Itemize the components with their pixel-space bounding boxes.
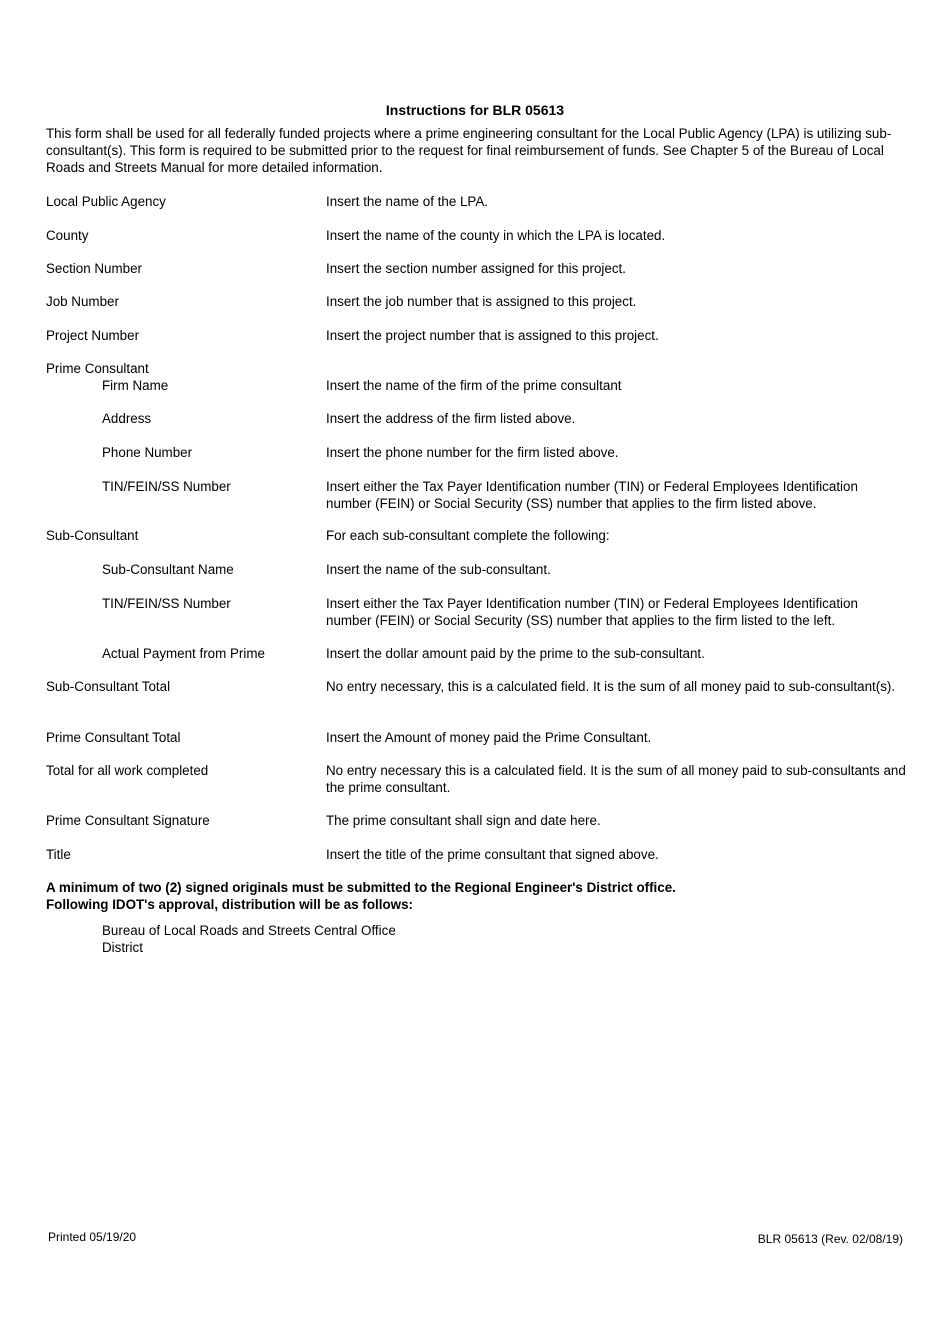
section-label-prime-consultant: Prime Consultant [46, 361, 149, 376]
notice-line: A minimum of two (2) signed originals must be submitted to the Regional Engineer's District office. [46, 880, 676, 895]
field-label: TIN/FEIN/SS Number [102, 596, 231, 611]
printed-date: Printed 05/19/20 [48, 1230, 137, 1244]
field-description: No entry necessary, this is a calculated field. It is the sum of all money paid to sub-consultant(s). [326, 679, 896, 694]
field-label: Project Number [46, 328, 140, 343]
notice-line: Following IDOT's approval, distribution will be as follows: [46, 897, 413, 912]
field-label: Actual Payment from Prime [102, 646, 265, 661]
field-description: Insert the name of the county in which the LPA is located. [326, 228, 666, 243]
field-description: Insert the project number that is assigned to this project. [326, 328, 659, 343]
field-description: No entry necessary this is a calculated field. It is the sum of all money paid to sub-consultants and the prime consultant. [326, 763, 906, 795]
page-title: Instructions for BLR 05613 [385, 102, 565, 118]
field-description: Insert the address of the firm listed above. [326, 411, 576, 426]
field-label: Title [46, 847, 71, 862]
intro-paragraph: This form shall be used for all federally funded projects where a prime engineering consultant for the Local Public Agency (LPA) is utilizing sub-consultant(s). This form is required to be submitted prior to the request for final reimbursement of funds. See Chapter 5 of the Bureau of Local Roads and Streets Manual for more detailed information. [46, 126, 892, 175]
field-label: Prime Consultant Signature [46, 813, 210, 828]
field-label: Firm Name [102, 378, 169, 393]
form-id: BLR 05613 (Rev. 02/08/19) [757, 1232, 903, 1246]
field-description: Insert the dollar amount paid by the prime to the sub-consultant. [326, 646, 705, 661]
distribution-item: Bureau of Local Roads and Streets Central Office [102, 923, 396, 938]
field-label: Sub-Consultant Name [102, 562, 234, 577]
field-label: Total for all work completed [46, 763, 209, 778]
field-label: Prime Consultant Total [46, 730, 181, 745]
field-label: Section Number [46, 261, 143, 276]
field-label: Address [102, 411, 152, 426]
field-label: Job Number [46, 294, 119, 309]
field-label: Local Public Agency [46, 194, 166, 209]
field-description: Insert the name of the LPA. [326, 194, 489, 209]
section-label-sub-consultant: Sub-Consultant [46, 528, 139, 543]
field-description: Insert the name of the sub-consultant. [326, 562, 551, 577]
field-description: The prime consultant shall sign and date here. [326, 813, 601, 828]
field-label: Sub-Consultant Total [46, 679, 171, 694]
field-description: Insert the title of the prime consultant that signed above. [326, 847, 659, 862]
field-description: Insert the name of the firm of the prime consultant [326, 378, 622, 393]
field-description: Insert either the Tax Payer Identification number (TIN) or Federal Employees Identification number (FEIN) or Social Security (SS) number that applies to the firm listed above. [326, 479, 858, 511]
field-description: Insert the section number assigned for this project. [326, 261, 626, 276]
field-description: Insert the Amount of money paid the Prime Consultant. [326, 730, 652, 745]
field-label: TIN/FEIN/SS Number [102, 479, 231, 494]
field-description: Insert the phone number for the firm listed above. [326, 445, 619, 460]
field-label: County [46, 228, 89, 243]
submission-notice [46, 879, 906, 913]
field-description: For each sub-consultant complete the following: [326, 528, 610, 543]
distribution-item: District [102, 940, 143, 955]
field-label: Phone Number [102, 445, 193, 460]
field-description: Insert either the Tax Payer Identification number (TIN) or Federal Employees Identification number (FEIN) or Social Security (SS) number that applies to the firm listed to the left. [326, 596, 858, 628]
distribution-list [102, 922, 702, 956]
field-description: Insert the job number that is assigned to this project. [326, 294, 637, 309]
